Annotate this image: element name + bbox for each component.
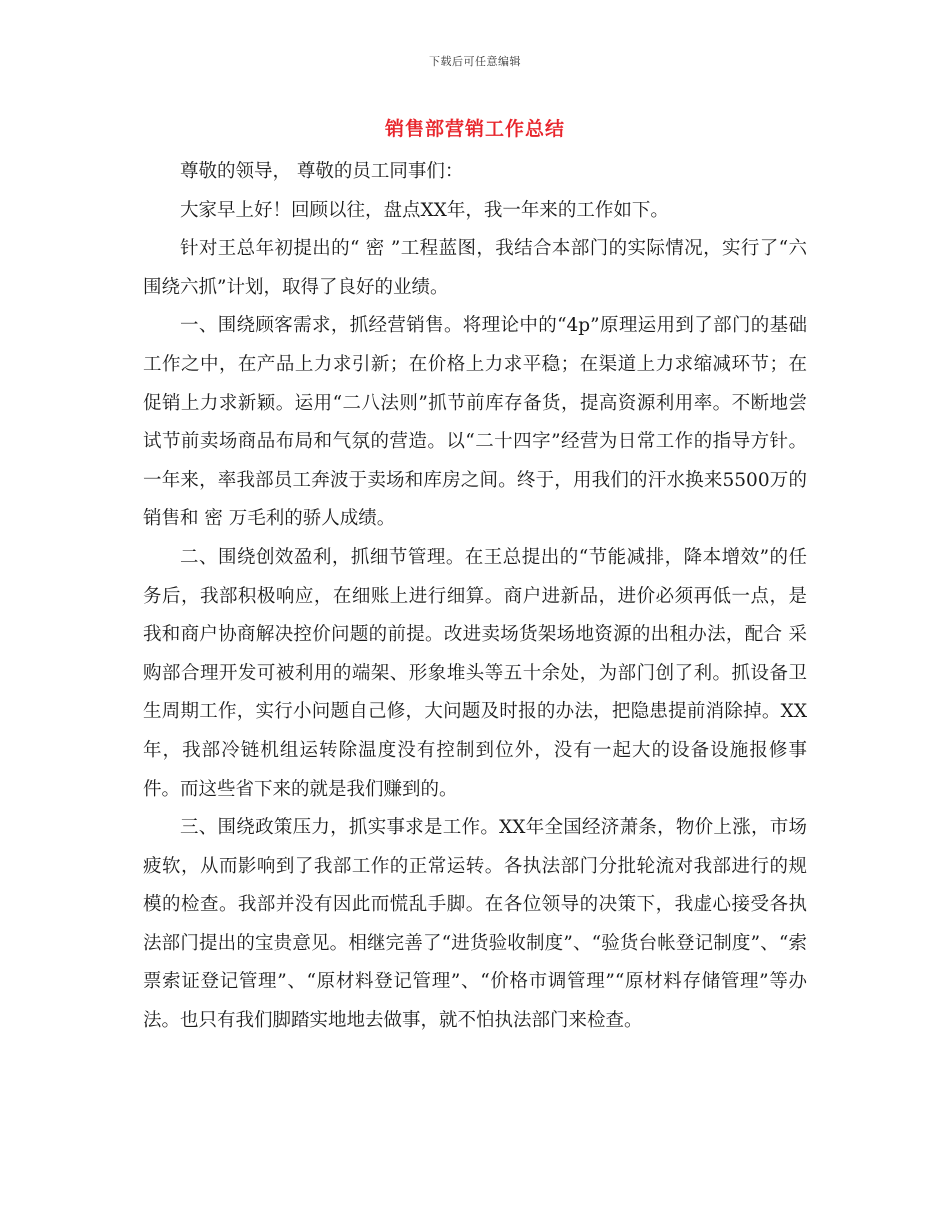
paragraph-intro: 针对王总年初提出的“ 密 ”工程蓝图，我结合本部门的实际情况，实行了“六围绕六抓”计划，取得了良好的业绩。 — [143, 238, 807, 298]
greeting-line: 尊敬的领导， 尊敬的员工同事们： — [180, 161, 464, 182]
document-body — [143, 153, 807, 1041]
paragraph-opening: 大家早上好！回顾以往，盘点XX年，我一年来的工作如下。 — [180, 199, 669, 221]
document-title: 销售部营销工作总结 — [384, 118, 565, 140]
header-note: 下载后可任意编辑 — [429, 55, 521, 68]
paragraph-section-2: 二、围绕创效盈利，抓细节管理。在王总提出的“节能减排，降本增效”的任务后，我部积极响应，在细账上进行细算。商户进新品，进价必须再低一点，是我和商户协商解决控价问题的前提。改进卖场货架场地资源的出租办法，配合 采购部合理开发可被利用的端架、形象堆头等五十余处，为部门创了利。抓设备卫生周期工作，实行小问题自己修，大问题及时报的办法，把隐患提前消除掉。XX年，我部冷链机组运转除温度没有控制到位外，没有一起大的设备设施报修事件。而这些省下来的就是我们赚到的。 — [143, 546, 807, 800]
paragraph-section-3: 三、围绕政策压力，抓实事求是工作。XX年全国经济萧条，物价上涨，市场疲软，从而影响到了我部工作的正常运转。各执法部门分批轮流对我部进行的规模的检查。我部并没有因此而慌乱手脚。在各位领导的决策下，我虚心接受各执法部门提出的宝贵意见。相继完善了“进货验收制度”、“验货台帐登记制度”、“索票索证登记管理”、“原材料登记管理”、“价格市调管理”“原材料存储管理”等办法。也只有我们脚踏实地地去做事，就不怕执法部门来检查。 — [143, 817, 807, 1032]
paragraph-section-1: 一、围绕顾客需求，抓经营销售。将理论中的“4p”原理运用到了部门的基础工作之中，在产品上力求引新；在价格上力求平稳；在渠道上力求缩减环节；在促销上力求新颖。运用“二八法则”抓节前库存备货，提高资源利用率。不断地尝试节前卖场商品布局和气氛的营造。以“二十四字”经营为日常工作的指导方针。一年来，率我部员工奔波于卖场和库房之间。终于，用我们的汗水换来5500万的销售和 密 万毛利的骄人成绩。 — [143, 315, 807, 530]
